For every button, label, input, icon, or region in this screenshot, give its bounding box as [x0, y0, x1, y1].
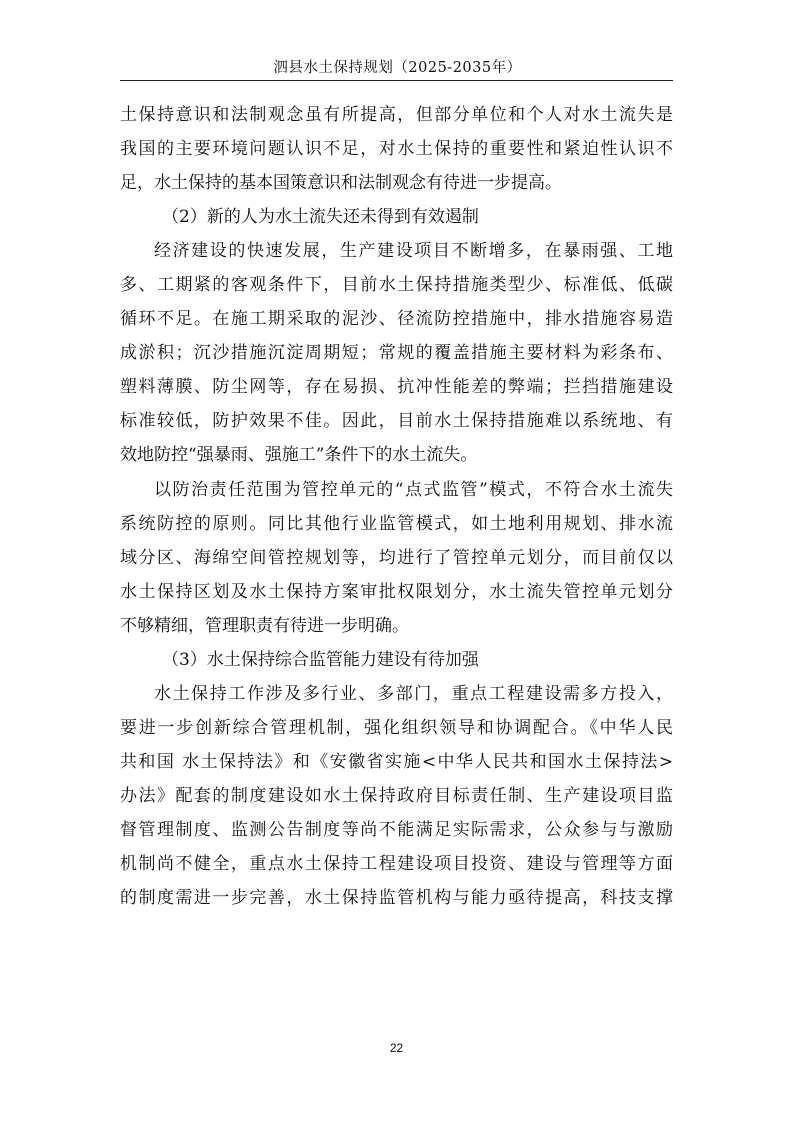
body-line: 办法》配套的制度建设如水土保持政府目标责任制、生产建设项目监: [120, 785, 673, 806]
body-line: 我国的主要环境问题认识不足，对水土保持的重要性和紧迫性认识不: [120, 139, 673, 160]
body-line: 成淤积；沉沙措施沉淀周期短；常规的覆盖措施主要材料为彩条布、: [120, 343, 673, 364]
body-line: 域分区、海绵空间管控规划等，均进行了管控单元划分，而目前仅以: [120, 547, 673, 568]
paragraph-end-line: 效地防控“强暴雨、强施工”条件下的水土流失。: [120, 445, 478, 466]
section-heading: （3）水土保持综合监管能力建设有待加强: [162, 649, 479, 670]
body-line: 标准较低，防护效果不佳。因此，目前水土保持措施难以系统地、有: [120, 411, 673, 432]
body-line: 循环不足。在施工期采取的泥沙、径流防控措施中，排水措施容易造: [120, 309, 673, 330]
page-number: 22: [389, 1041, 404, 1055]
page-header-title: 泗县水土保持规划（2025-2035年）: [273, 60, 522, 76]
body-line: 要进一步创新综合管理机制，强化组织领导和协调配合。《中华人民: [120, 717, 673, 738]
body-line: 机制尚不健全，重点水土保持工程建设项目投资、建设与管理等方面: [120, 854, 673, 875]
paragraph-end-line: 足，水土保持的基本国策意识和法制观念有待进一步提高。: [120, 173, 562, 194]
paragraph-first-line: 水土保持工作涉及多行业、多部门，重点工程建设需多方投入，: [154, 683, 673, 704]
body-line: 土保持意识和法制观念虽有所提高，但部分单位和个人对水土流失是: [120, 105, 673, 125]
section-heading: （2）新的人为水土流失还未得到有效遏制: [162, 207, 479, 228]
body-line: 的制度需进一步完善，水土保持监管机构与能力亟待提高，科技支撑: [120, 888, 673, 909]
body-line: 共和国 水土保持法》和《安徽省实施<中华人民共和国水土保持法>: [120, 751, 673, 772]
paragraph-first-line: 经济建设的快速发展，生产建设项目不断增多，在暴雨强、工地: [154, 241, 673, 262]
paragraph-first-line: 以防治责任范围为管控单元的“点式监管”模式，不符合水土流失: [154, 479, 673, 500]
body-line: 系统防控的原则。同比其他行业监管模式，如土地利用规划、排水流: [120, 513, 673, 534]
document-body: [120, 98, 673, 915]
header-divider: [120, 80, 673, 81]
body-line: 水土保持区划及水土保持方案审批权限划分，水土流失管控单元划分: [120, 581, 673, 602]
paragraph-end-line: 不够精细，管理职责有待进一步明确。: [120, 615, 409, 636]
body-line: 塑料薄膜、防尘网等，存在易损、抗冲性能差的弊端；拦挡措施建设: [120, 377, 673, 398]
body-line: 多、工期紧的客观条件下，目前水土保持措施类型少、标准低、低碳: [120, 275, 673, 296]
body-line: 督管理制度、监测公告制度等尚不能满足实际需求，公众参与与激励: [120, 819, 673, 840]
